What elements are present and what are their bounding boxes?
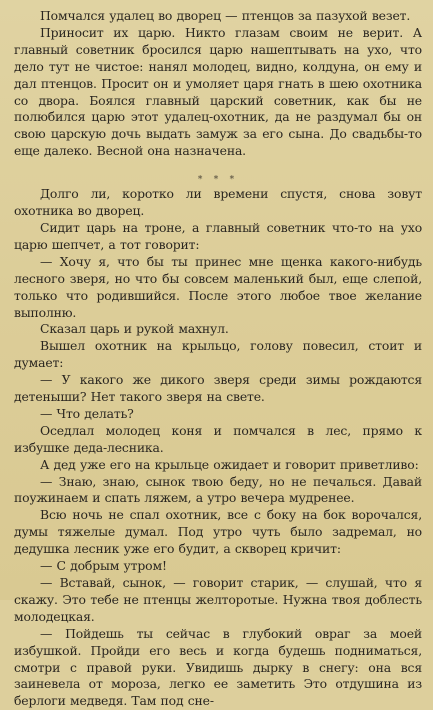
paragraph: — Пойдешь ты сейчас в глубокий овраг за моей избушкой. Пройди его весь и когда будешь подниматься, смотри с правой руки. Увидишь дырку в снегу: она вся заиневела от мороза, легко ее заметить Это отдушина из берлоги медведя. Там под сне-: [14, 625, 422, 709]
section-divider: * * *: [197, 175, 239, 186]
paragraph: — У какого же дикого зверя среди зимы рождаются детеныши? Нет такого зверя на свете.: [14, 372, 422, 405]
paragraph: Оседлал молодец коня и помчался в лес, прямо к избушке деда-лесника.: [14, 422, 422, 455]
paragraph: — Хочу я, что бы ты принес мне щенка какого-нибудь лесного зверя, но что бы совсем маленький был, еще слепой, только что родившийся. После этого любое твое желание выполню.: [14, 253, 422, 320]
paragraph: Сидит царь на троне, а главный советник что-то на ухо царю шепчет, а тот говорит:: [14, 219, 422, 252]
paragraph: — Вставай, сынок, — говорит старик, — слушай, что я скажу. Это тебе не птенцы желторотые. Нужна твоя доблесть молодецкая.: [14, 575, 422, 624]
paragraph: — Знаю, знаю, сынок твою беду, но не печалься. Давай поужинаем и спать ляжем, а утро вечера мудренее.: [14, 473, 422, 506]
paragraph: — Что делать?: [40, 405, 134, 421]
paragraph: Помчался удалец во дворец — птенцов за пазухой везет.: [40, 8, 411, 23]
paragraph: Вышел охотник на крыльцо, голову повесил, стоит и думает:: [14, 338, 422, 371]
paragraph: Долго ли, коротко ли времени спустя, снова зовут охотника во дворец.: [14, 186, 422, 219]
paragraph: Приносит их царю. Никто глазам своим не верит. А главный советник бросился царю нашептывать на ухо, что дело тут не чистое: нанял молодец, видно, колдуна, он ему и дал птенцов. Просит он и умоляет царя гнать в шею охотника со двора. Боялся главный царский советник, как бы не полюбился царю этот удалец-охотник, да не раздумал бы он свою царскую дочь выдать замуж за его сына. До свадьбы-то еще далеко. Весной она назначена.: [14, 24, 422, 159]
paragraph: Сказал царь и рукой махнул.: [40, 321, 229, 337]
paragraph: — С добрым утром!: [40, 558, 167, 574]
paragraph: Всю ночь не спал охотник, все с боку на бок ворочался, думы тяжелые думал. Под утро чуть было задремал, но дедушка лесник уже его будит, а скворец кричит:: [14, 507, 422, 557]
paragraph: А дед уже его на крыльце ожидает и говорит приветливо:: [40, 456, 419, 472]
